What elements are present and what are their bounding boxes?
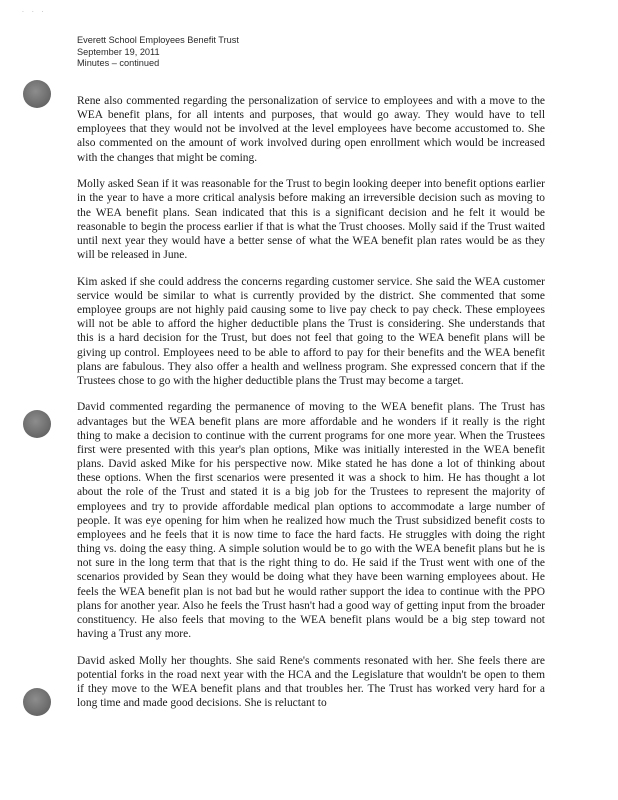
header-organization: Everett School Employees Benefit Trust <box>77 35 239 45</box>
punch-hole <box>23 80 51 108</box>
paragraph: David commented regarding the permanence of moving to the WEA benefit plans. The Trust has advantages but the WEA benefit plans are more affordable and he wonders if it really is the right thing to make a decision to continue with the current programs for one more year. When the Trustees first were presented with this year's plan options, Mike was initially interested in the WEA benefit plans. David asked Mike for his perspective now. Mike stated he has done a lot of thinking about these options. When the first scenarios were presented it was a shock to him. He has thought a lot about the role of the Trust and stated it is a big job for the Trustees to represent the majority of employees and try to provide affordable medical plan options to accommodate a large number of people. It was eye opening for him when he realized how much the Trust subsidized benefit costs to employees and he feels that it is now time to face the hard facts. He struggles with doing the right thing vs. doing the easy thing. A simple solution would be to go with the WEA benefit plans but he is not sure in the long term that that is the right thing to do. He said if the Trust went with one of the scenarios provided by Sean they would be doing what they have been warning employees about. He feels the WEA benefit plan is not bad but he would rather support the idea to continue with the PPO plans for another year. Also he feels the Trust hasn't had a good way of getting input from the broader constituency. He also feels that moving to the WEA benefit plans would be a big step toward not having a Trust any more. <box>77 401 545 640</box>
minutes-body <box>77 94 545 723</box>
paragraph: Kim asked if she could address the concerns regarding customer service. She said the WEA customer service would be similar to what is currently provided by the district. She commented that some employee groups are not highly paid causing some to live pay check to pay check. These employees will not be able to afford the higher deductible plans the Trust is considering. She understands that this is a hard decision for the Trust, but does not feel that going to the WEA benefit plans will be giving up control. Employees need to be able to afford to pay for their benefits and the WEA benefit plans are fabulous. They also offer a health and wellness program. She expressed concern that if the Trustees chose to go with the higher deductible plans the Trust may become a target. <box>77 275 545 387</box>
scan-corner-mark: · · · <box>22 9 47 16</box>
punch-hole <box>23 410 51 438</box>
paragraph: David asked Molly her thoughts. She said Rene's comments resonated with her. She feels there are potential forks in the road next year with the HCA and the Legislature that wouldn't be open to them if they move to the WEA benefit plans and that troubles her. The Trust has worked very hard for a long time and made good decisions. She is reluctant to <box>77 654 545 710</box>
document-header <box>77 35 239 70</box>
paragraph: Molly asked Sean if it was reasonable for the Trust to begin looking deeper into benefit options earlier in the year to have a more critical analysis before making an irreversible decision such as moving to the WEA benefit plans. Sean indicated that this is a significant decision and he felt it would be reasonable to begin the process earlier if that is what the Trust chooses. Molly said if the Trust waited until next year they would have a better sense of what the WEA benefit plan rates would be as they will be released in June. <box>77 178 545 262</box>
header-date: September 19, 2011 <box>77 46 160 57</box>
header-subtitle: Minutes – continued <box>77 58 160 68</box>
punch-hole <box>23 688 51 716</box>
paragraph: Rene also commented regarding the personalization of service to employees and with a move to the WEA benefit plans, for all intents and purposes, that would go away. They would have to tell employees that they would not be involved at the level employees have become accustomed to. She also commented on the amount of work involved during open enrollment which would be increased with the changes that might be coming. <box>77 95 545 164</box>
